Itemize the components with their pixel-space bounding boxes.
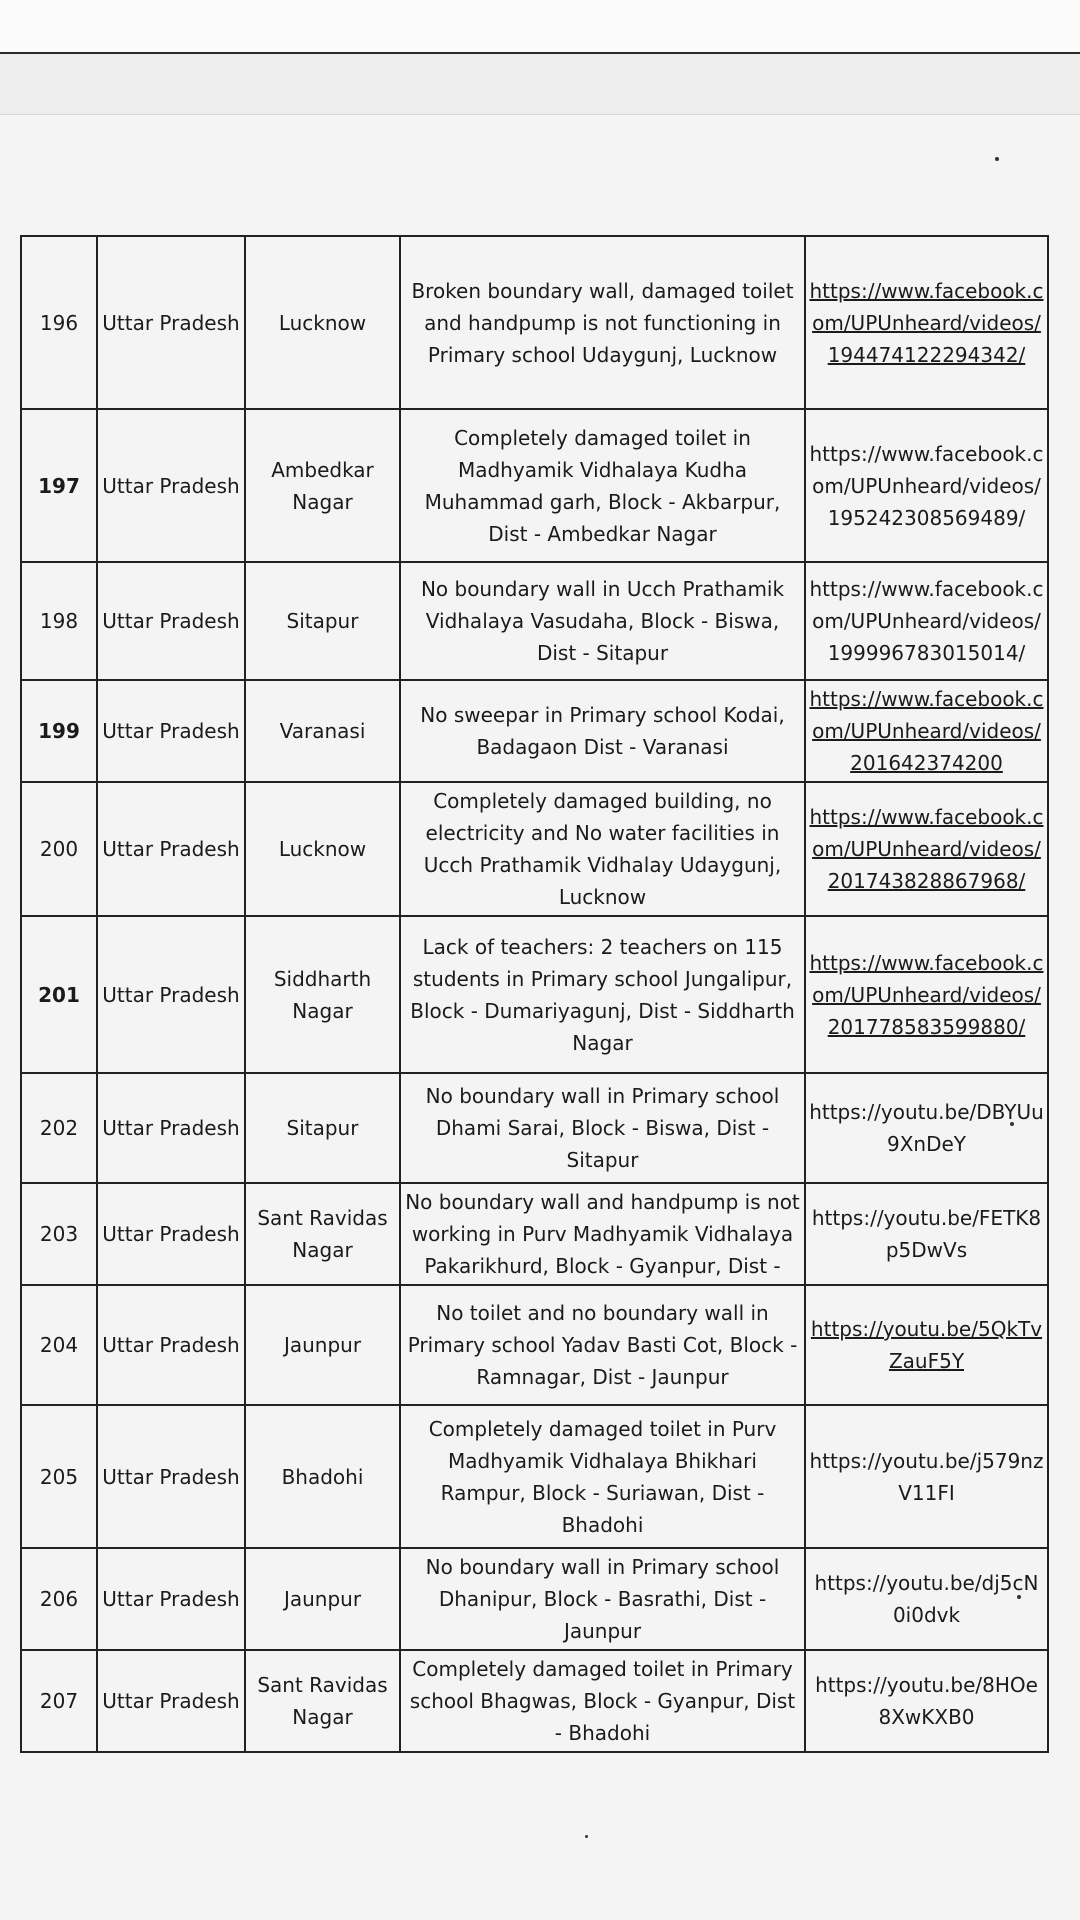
state-cell: Uttar Pradesh	[97, 782, 245, 916]
district-cell: Sant Ravidas Nagar	[245, 1650, 400, 1752]
table-row	[21, 1650, 1048, 1752]
state-cell: Uttar Pradesh	[97, 409, 245, 562]
state-cell: Uttar Pradesh	[97, 916, 245, 1073]
row-number: 205	[21, 1405, 97, 1548]
description-cell: No boundary wall in Primary school Dhami Sarai, Block - Biswa, Dist - Sitapur	[400, 1073, 805, 1183]
viewer-top-bar	[0, 0, 1080, 54]
table-row	[21, 562, 1048, 680]
table-row	[21, 1073, 1048, 1183]
description-cell: Lack of teachers: 2 teachers on 115 students in Primary school Jungalipur, Block - Dumariyagunj, Dist - Siddharth Nagar	[400, 916, 805, 1073]
state-cell: Uttar Pradesh	[97, 1650, 245, 1752]
video-link[interactable]: https://youtu.be/DBYUu9XnDeY	[805, 1073, 1048, 1183]
state-cell: Uttar Pradesh	[97, 236, 245, 409]
description-cell: No boundary wall and handpump is not working in Purv Madhyamik Vidhalaya Pakarikhurd, Block - Gyanpur, Dist -	[400, 1183, 805, 1285]
video-link[interactable]: https://www.facebook.com/UPUnheard/videos/199996783015014/	[805, 562, 1048, 680]
row-number: 203	[21, 1183, 97, 1285]
row-number: 204	[21, 1285, 97, 1405]
description-cell: Completely damaged toilet in Purv Madhyamik Vidhalaya Bhikhari Rampur, Block - Suriawan, Dist - Bhadohi	[400, 1405, 805, 1548]
row-number: 196	[21, 236, 97, 409]
video-link[interactable]: https://www.facebook.com/UPUnheard/videos/201743828867968/	[805, 782, 1048, 916]
description-cell: Completely damaged building, no electricity and No water facilities in Ucch Prathamik Vidhalay Udaygunj, Lucknow	[400, 782, 805, 916]
state-cell: Uttar Pradesh	[97, 1183, 245, 1285]
row-number: 206	[21, 1548, 97, 1650]
district-cell: Bhadohi	[245, 1405, 400, 1548]
video-link[interactable]: https://www.facebook.com/UPUnheard/videos/201778583599880/	[805, 916, 1048, 1073]
state-cell: Uttar Pradesh	[97, 1285, 245, 1405]
description-cell: No boundary wall in Ucch Prathamik Vidhalaya Vasudaha, Block - Biswa, Dist - Sitapur	[400, 562, 805, 680]
district-cell: Sitapur	[245, 562, 400, 680]
viewer-toolbar	[0, 54, 1080, 115]
table-row	[21, 1183, 1048, 1285]
video-link[interactable]: https://www.facebook.com/UPUnheard/videos/194474122294342/	[805, 236, 1048, 409]
row-number: 198	[21, 562, 97, 680]
district-cell: Sitapur	[245, 1073, 400, 1183]
row-number: 199	[21, 680, 97, 782]
video-link[interactable]: https://youtu.be/8HOe8XwKXB0	[805, 1650, 1048, 1752]
district-cell: Jaunpur	[245, 1285, 400, 1405]
state-cell: Uttar Pradesh	[97, 1548, 245, 1650]
state-cell: Uttar Pradesh	[97, 1405, 245, 1548]
district-cell: Lucknow	[245, 782, 400, 916]
video-link[interactable]: https://www.facebook.com/UPUnheard/videos/195242308569489/	[805, 409, 1048, 562]
district-cell: Jaunpur	[245, 1548, 400, 1650]
row-number: 200	[21, 782, 97, 916]
video-link[interactable]: https://youtu.be/dj5cN0i0dvk	[805, 1548, 1048, 1650]
description-cell: No sweepar in Primary school Kodai, Badagaon Dist - Varanasi	[400, 680, 805, 782]
row-number: 201	[21, 916, 97, 1073]
description-cell: No toilet and no boundary wall in Primary school Yadav Basti Cot, Block - Ramnagar, Dist - Jaunpur	[400, 1285, 805, 1405]
state-cell: Uttar Pradesh	[97, 680, 245, 782]
state-cell: Uttar Pradesh	[97, 562, 245, 680]
description-cell: Completely damaged toilet in Madhyamik Vidhalaya Kudha Muhammad garh, Block - Akbarpur, Dist - Ambedkar Nagar	[400, 409, 805, 562]
table-row	[21, 1285, 1048, 1405]
district-cell: Lucknow	[245, 236, 400, 409]
row-number: 202	[21, 1073, 97, 1183]
video-link[interactable]: https://www.facebook.com/UPUnheard/videos/201642374200	[805, 680, 1048, 782]
table-row	[21, 916, 1048, 1073]
scan-speck	[585, 1835, 588, 1838]
table-row	[21, 782, 1048, 916]
table-row	[21, 1548, 1048, 1650]
state-cell: Uttar Pradesh	[97, 1073, 245, 1183]
row-number: 197	[21, 409, 97, 562]
table-row	[21, 236, 1048, 409]
issues-table	[20, 235, 1049, 1753]
description-cell: No boundary wall in Primary school Dhanipur, Block - Basrathi, Dist - Jaunpur	[400, 1548, 805, 1650]
table-row	[21, 409, 1048, 562]
district-cell: Sant Ravidas Nagar	[245, 1183, 400, 1285]
video-link[interactable]: https://youtu.be/5QkTvZauF5Y	[805, 1285, 1048, 1405]
row-number: 207	[21, 1650, 97, 1752]
table-row	[21, 1405, 1048, 1548]
video-link[interactable]: https://youtu.be/j579nzV11FI	[805, 1405, 1048, 1548]
description-cell: Broken boundary wall, damaged toilet and handpump is not functioning in Primary school Udaygunj, Lucknow	[400, 236, 805, 409]
video-link[interactable]: https://youtu.be/FETK8p5DwVs	[805, 1183, 1048, 1285]
scan-speck	[995, 157, 999, 161]
district-cell: Siddharth Nagar	[245, 916, 400, 1073]
district-cell: Varanasi	[245, 680, 400, 782]
description-cell: Completely damaged toilet in Primary school Bhagwas, Block - Gyanpur, Dist - Bhadohi	[400, 1650, 805, 1752]
table-row	[21, 680, 1048, 782]
district-cell: Ambedkar Nagar	[245, 409, 400, 562]
